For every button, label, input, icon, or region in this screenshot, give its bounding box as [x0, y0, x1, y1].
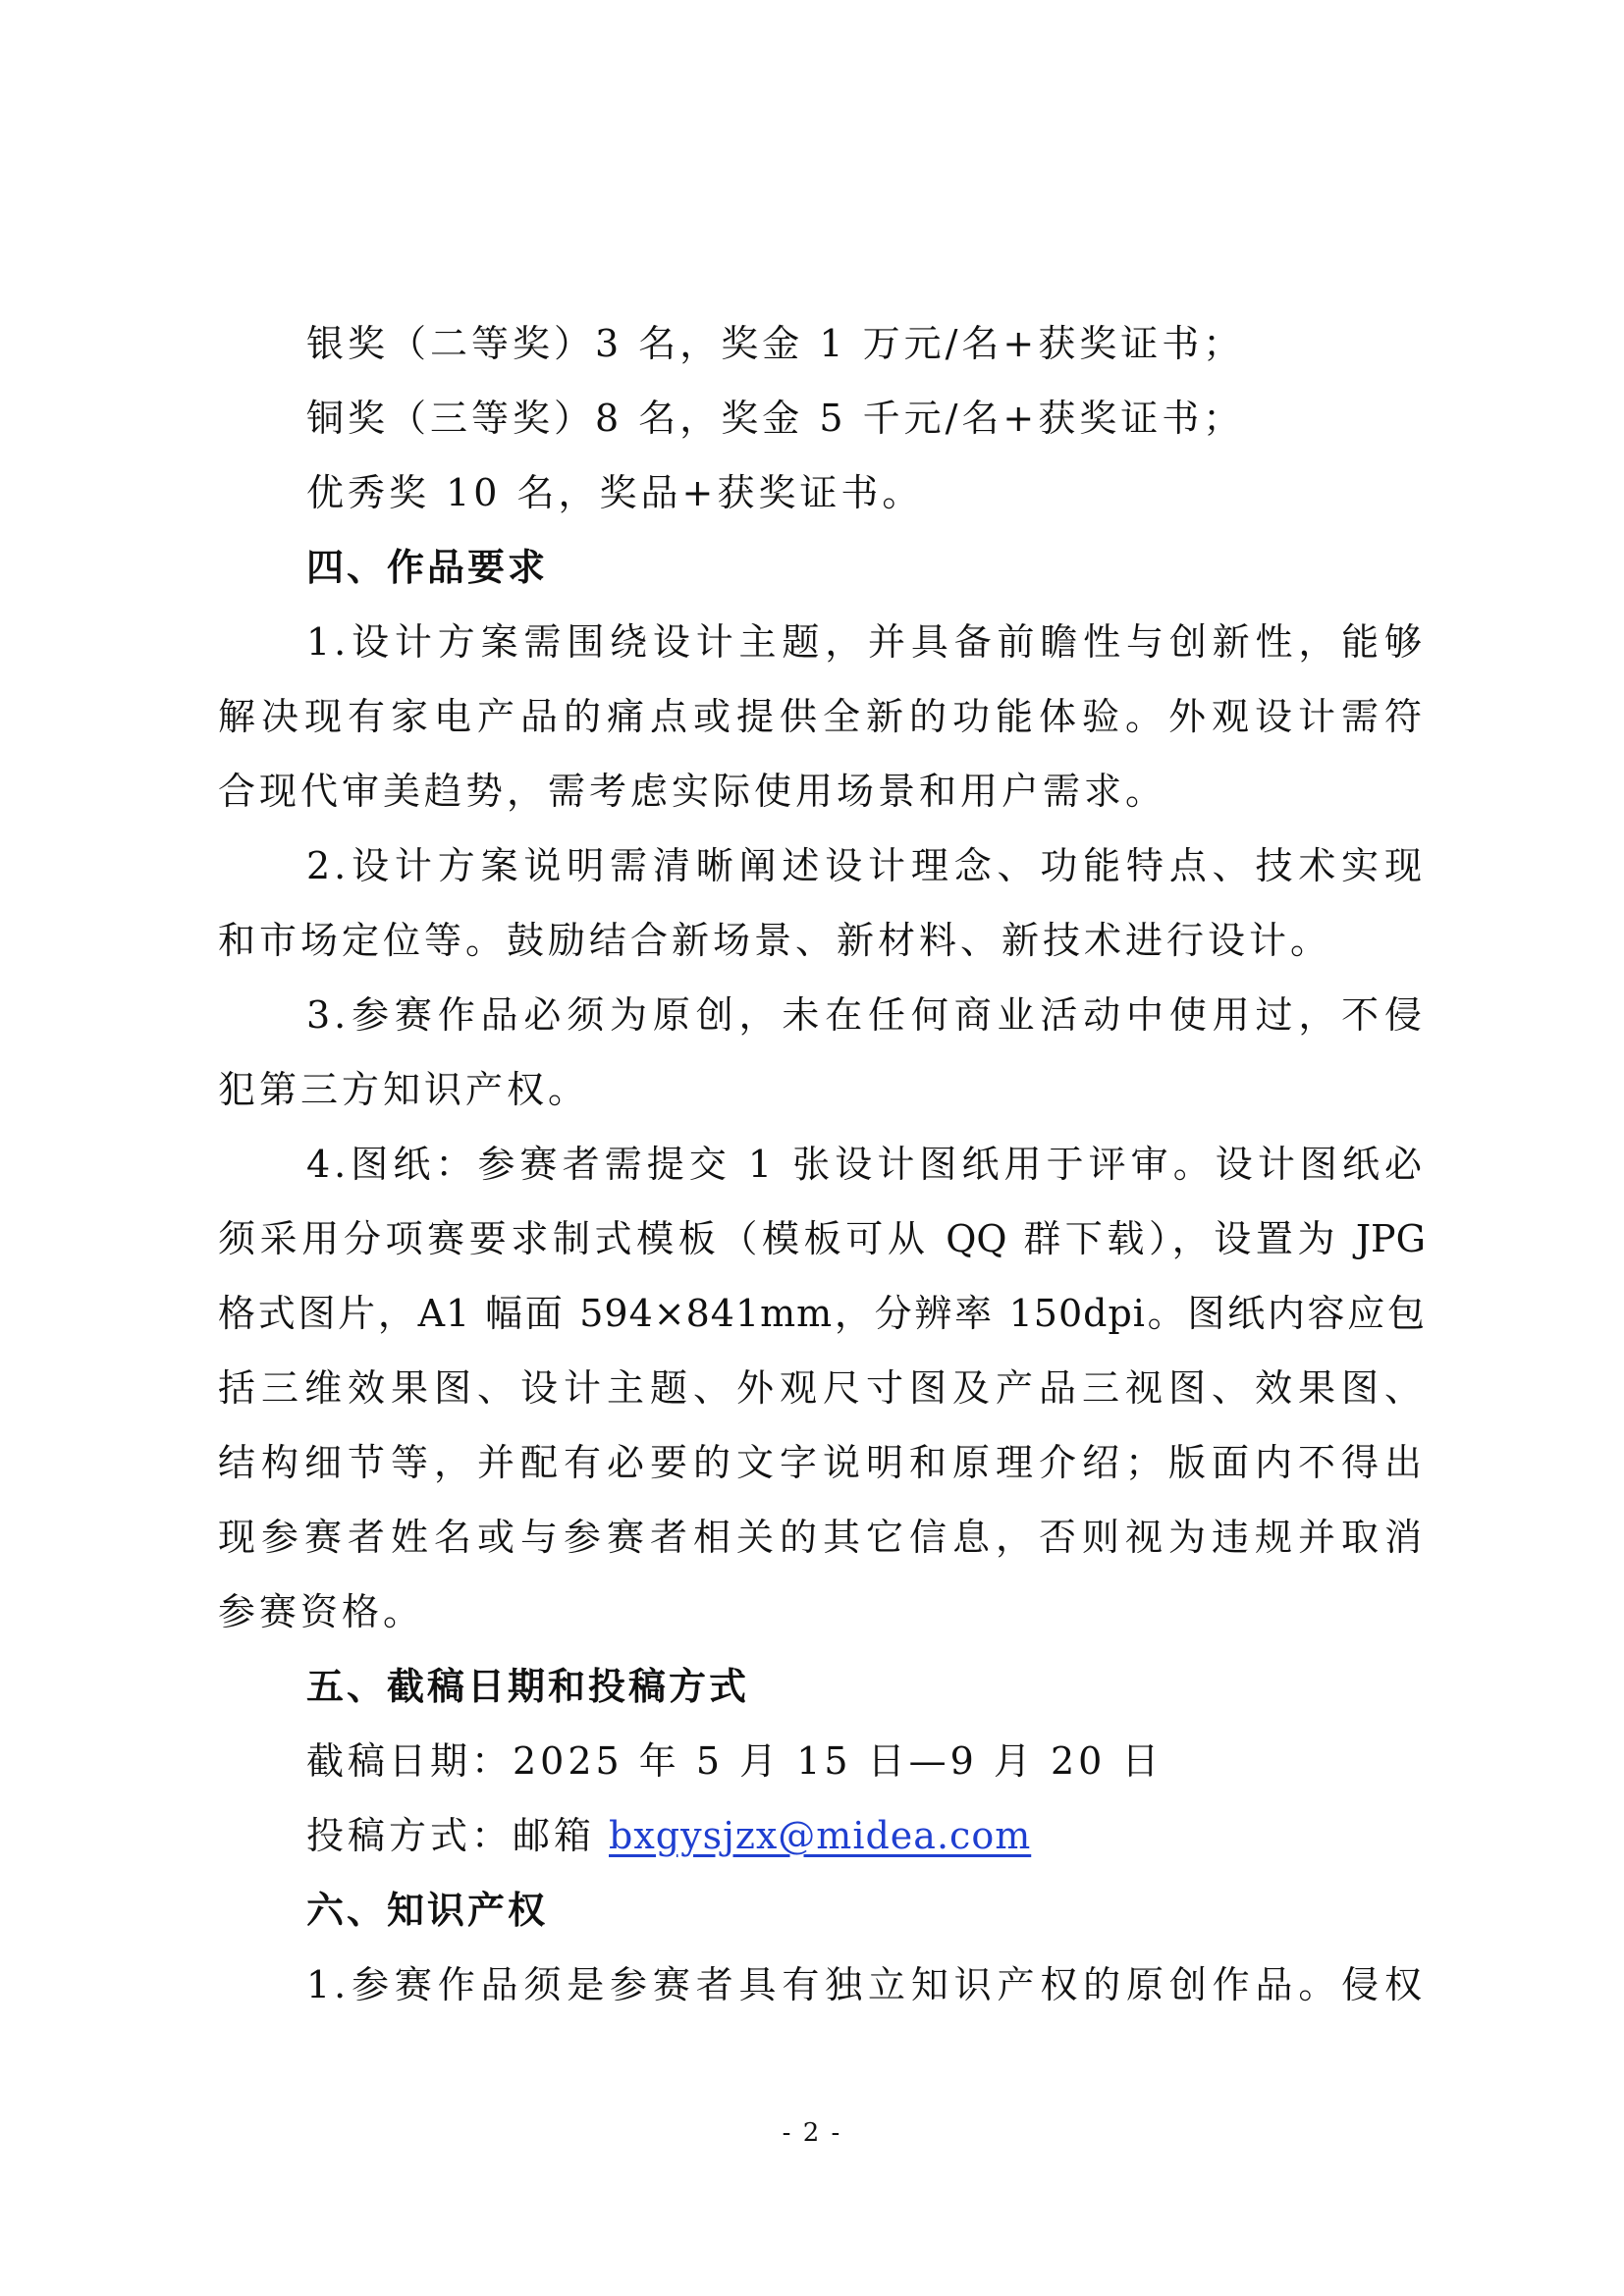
section-5-heading: 五、截稿日期和投稿方式: [306, 1665, 750, 1708]
req-3-line-2: 犯第三方知识产权。: [218, 1068, 590, 1111]
email-link[interactable]: bxgysjzx@midea.com: [609, 1814, 1032, 1857]
req-1-line-1: 1.设计方案需围绕设计主题，并具备前瞻性与创新性，能够: [306, 620, 1426, 664]
req-4-line-1: 4.图纸：参赛者需提交 1 张设计图纸用于评审。设计图纸必: [306, 1143, 1426, 1186]
req-4-line-6: 现参赛者姓名或与参赛者相关的其它信息，否则视为违规并取消: [218, 1516, 1426, 1559]
req-1-line-3: 合现代审美趋势，需考虑实际使用场景和用户需求。: [218, 770, 1167, 813]
req-2-line-2: 和市场定位等。鼓励结合新场景、新材料、新技术进行设计。: [218, 919, 1332, 962]
req-3-line-1: 3.参赛作品必须为原创，未在任何商业活动中使用过，不侵: [306, 993, 1426, 1037]
page-number: - 2 -: [782, 2118, 842, 2148]
section-6-heading: 六、知识产权: [306, 1889, 549, 1932]
req-4-line-2: 须采用分项赛要求制式模板（模板可从 QQ 群下载），设置为 JPG: [218, 1217, 1426, 1260]
req-4-line-4: 括三维效果图、设计主题、外观尺寸图及产品三视图、效果图、: [218, 1366, 1426, 1410]
req-2-line-1: 2.设计方案说明需清晰阐述设计理念、功能特点、技术实现: [306, 844, 1426, 887]
award-excellence-line: 优秀奖 10 名，奖品+获奖证书。: [306, 471, 924, 514]
award-bronze-line: 铜奖（三等奖）8 名，奖金 5 千元/名+获奖证书；: [306, 397, 1245, 440]
submission-line: [306, 1811, 1426, 1860]
deadline-line: 截稿日期：2025 年 5 月 15 日—9 月 20 日: [306, 1739, 1164, 1783]
req-4-line-5: 结构细节等，并配有必要的文字说明和原理介绍；版面内不得出: [218, 1441, 1426, 1484]
section-4-heading: 四、作品要求: [306, 546, 549, 589]
ip-1-line-1: 1.参赛作品须是参赛者具有独立知识产权的原创作品。侵权: [306, 1963, 1426, 2006]
req-4-line-7: 参赛资格。: [218, 1590, 425, 1633]
req-1-line-2: 解决现有家电产品的痛点或提供全新的功能体验。外观设计需符: [218, 695, 1426, 738]
req-4-line-3: 格式图片，A1 幅面 594×841mm，分辨率 150dpi。图纸内容应包: [218, 1292, 1426, 1335]
submission-label: 投稿方式：邮箱: [306, 1814, 596, 1857]
award-silver-line: 银奖（二等奖）3 名，奖金 1 万元/名+获奖证书；: [306, 322, 1245, 365]
